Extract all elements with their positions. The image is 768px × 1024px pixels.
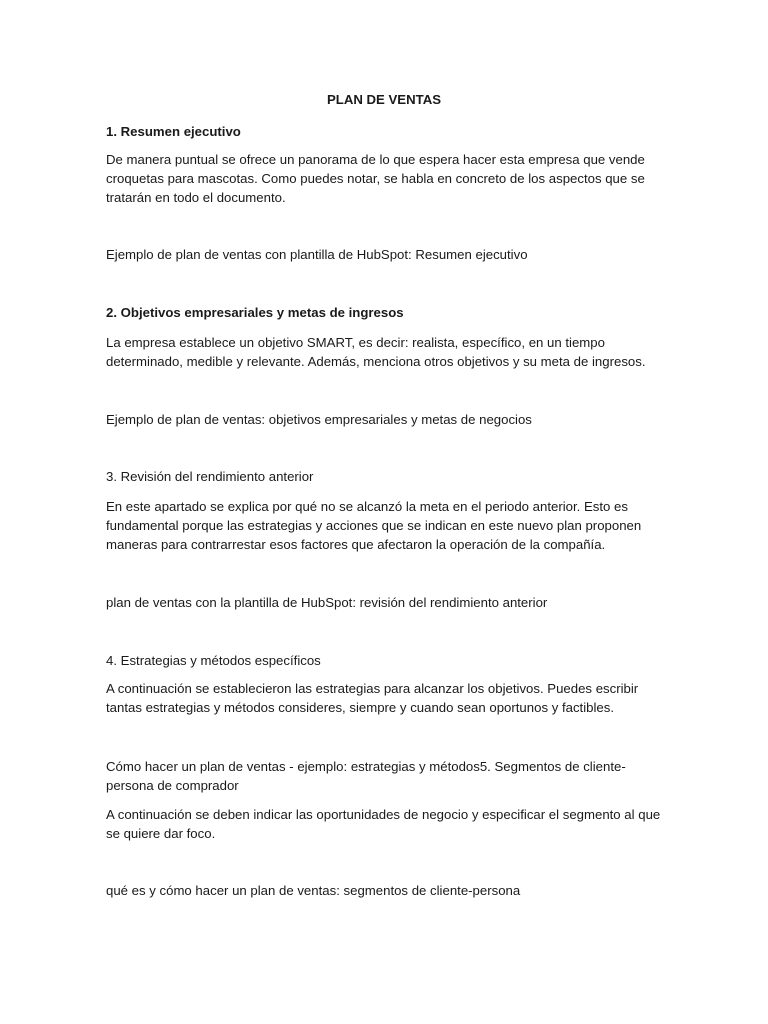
section-3-caption: plan de ventas con la plantilla de HubSpot: revisión del rendimiento anterior (106, 595, 548, 610)
section-3-body: En este apartado se explica por qué no se alcanzó la meta en el periodo anterior. Esto es fundamental porque las estrategias y acciones que se indican en este nuevo plan proponen maneras para contrarrestar esos factores que afectaron la operación de la compañía. (106, 499, 642, 552)
section-5-caption: qué es y cómo hacer un plan de ventas: segmentos de cliente-persona (106, 883, 521, 898)
section-1-heading: 1. Resumen ejecutivo (106, 124, 241, 139)
section-3-heading: 3. Revisión del rendimiento anterior (106, 469, 314, 484)
section-4-caption: Cómo hacer un plan de ventas - ejemplo: estrategias y métodos5. Segmentos de cliente-persona de comprador (106, 759, 626, 793)
section-2-heading: 2. Objetivos empresariales y metas de ingresos (106, 305, 404, 320)
section-4-body: A continuación se establecieron las estrategias para alcanzar los objetivos. Puedes escribir tantas estrategias y métodos consideres, siempre y cuando sean oportunos y factibles. (106, 681, 639, 715)
section-1-body: De manera puntual se ofrece un panorama de lo que espera hacer esta empresa que vende croquetas para mascotas. Como puedes notar, se habla en concreto de los aspectos que se tratarán en todo el documento. (106, 152, 645, 205)
section-4-heading: 4. Estrategias y métodos específicos (106, 653, 321, 668)
document-title: PLAN DE VENTAS (326, 92, 442, 107)
section-2-caption: Ejemplo de plan de ventas: objetivos empresariales y metas de negocios (106, 412, 532, 427)
section-5-body: A continuación se deben indicar las oportunidades de negocio y especificar el segmento al que se quiere dar foco. (106, 807, 661, 841)
section-1-caption: Ejemplo de plan de ventas con plantilla de HubSpot: Resumen ejecutivo (106, 247, 528, 262)
section-2-body: La empresa establece un objetivo SMART, es decir: realista, específico, en un tiempo determinado, medible y relevante. Además, menciona otros objetivos y su meta de ingresos. (106, 335, 646, 369)
